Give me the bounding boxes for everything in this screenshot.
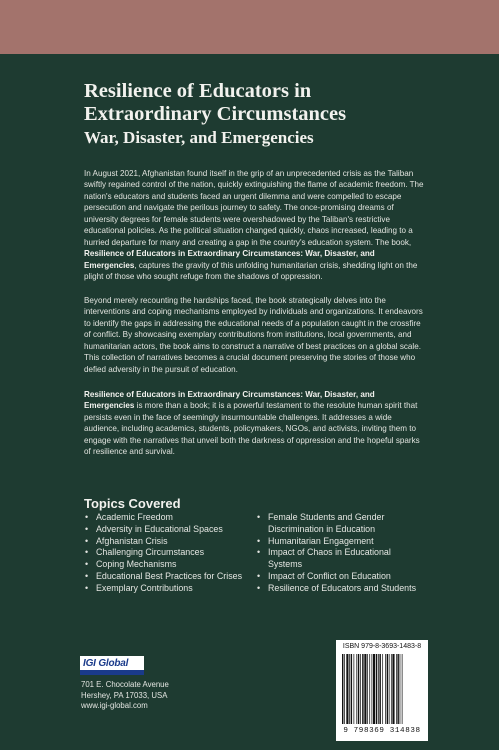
barcode-bar [392,654,394,724]
publisher-website: www.igi-global.com [81,701,148,710]
barcode-bar [385,654,386,724]
barcode-digits: 9 798369 314838 [343,727,421,735]
topic-item: • Challenging Circumstances [84,547,244,559]
isbn-barcode-box [336,640,428,741]
barcode-bar [344,654,345,724]
description-paragraph-2: Beyond merely recounting the hardships faced, the book strategically delves into the interventions and coping mechanisms employed by individuals and organizations. It endeavors to identify the gaps in addressing the educational needs of a population caught in the crossfire of conflict. By showcasing exemplary contributions from institutions, local governments, and humanitarian actors, the book aims to construct a narrative of best practices on a global scale. This collection of narratives becomes a crucial document preserving the stories of those who defied adversity in the pursuit of education. [84,296,423,374]
publisher-address [81,680,169,712]
address-street: 701 E. Chocolate Avenue [81,680,169,689]
topic-item: • Adversity in Educational Spaces [84,524,244,536]
barcode-bar [397,654,398,724]
barcode-bar [379,654,380,724]
top-color-band [0,0,499,54]
barcode-bar [400,654,401,724]
barcode-bar [376,654,377,724]
topic-item: • Educational Best Practices for Crises [84,571,244,583]
p1-book-title: Resilience of Educators in Extraordinary Circumstances: War, Disaster, and Emergencies [84,249,375,270]
p1-text-c: , captures the gravity of this unfolding humanitarian crisis, shedding light on the plight of those who sought refuge from the shadows of oppression. [84,260,418,282]
topic-item: • Female Students and Gender Discrimination in Education [256,512,426,536]
barcode-bar [402,654,403,724]
book-title: Resilience of Educators in Extraordinary Circumstances [84,80,347,125]
barcode-bar [387,654,388,724]
barcode-bar [342,654,343,724]
topics-heading: Topics Covered [84,496,181,511]
publisher-logo-text: IGI Global [83,657,129,669]
barcode-bar [362,654,363,724]
barcode-bar [369,654,370,724]
description-paragraph-3 [84,389,426,458]
barcode-bar [391,654,392,724]
barcode-bar [360,654,361,724]
barcode-bar [382,654,383,724]
barcode-bar [373,654,375,724]
barcode-bar [372,654,373,724]
topic-item: • Coping Mechanisms [84,559,244,571]
barcode-bar [364,654,366,724]
barcode-bar [396,654,397,724]
topic-item: • Afghanistan Crisis [84,536,244,548]
topic-item: • Resilience of Educators and Students [256,583,426,595]
barcode-icon [341,654,423,726]
p1-text-a: In August 2021, Afghanistan found itself in the grip of an unprecedented crisis as the Taliban swiftly regained control of the nation, quickly extinguishing the flame of academic freedom. The nation's educators and students faced an urgent dilemma and were compelled to escape persecution and navigate the perilous journey to safety. The once-promising dreams of university degrees for female students were overshadowed by the Taliban's restrictive educational policies. As the political situation changed quickly, chaos increased, leading to a hurried departure for many and creating a gap in the country's education system. The book, [84,169,424,247]
barcode-bar [354,654,355,724]
description-paragraph-1 [84,168,426,283]
barcode-bar [351,654,352,724]
barcode-bar [367,654,368,724]
barcode-bar [349,654,350,724]
barcode-bar [378,654,379,724]
topic-item: • Impact of Conflict on Education [256,571,426,583]
p3-text-b: is more than a book; it is a powerful testament to the resolute human spirit that persists even in the face of seemingly insurmountable challenges. It addresses a wide audience, including academics, students, policymakers, NGOs, and activists, inviting them to engage with the narratives that unveil both the darkness of oppression and the hopeful sparks of resilience and survival. [84,401,420,457]
topic-item: • Impact of Chaos in Educational Systems [256,547,426,571]
isbn-label: ISBN 979-8-3693-1483-8 [342,643,422,650]
topic-item: • Academic Freedom [84,512,244,524]
barcode-bar [358,654,359,724]
barcode-bar [356,654,357,724]
topics-list-left [84,512,244,595]
publisher-logo [80,656,144,670]
topics-list-right [256,512,426,595]
topic-item: • Exemplary Contributions [84,583,244,595]
barcode-bar [346,654,348,724]
address-city: Hershey, PA 17033, USA [81,690,168,700]
book-subtitle: War, Disaster, and Emergencies [84,128,314,147]
topic-item: • Humanitarian Engagement [256,536,426,548]
barcode-bar [389,654,390,724]
p3-book-title: Resilience of Educators in Extraordinary Circumstances: War, Disaster, and Emergencies [84,390,375,411]
publisher-logo-tagline-bar [80,670,144,675]
